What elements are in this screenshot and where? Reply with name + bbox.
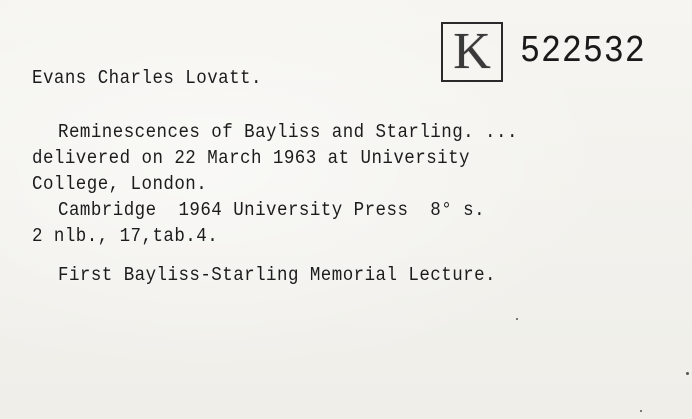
catalog-number: 522532 <box>520 30 646 73</box>
author-heading: Evans Charles Lovatt. <box>32 67 262 89</box>
series-note: First Bayliss-Starling Memorial Lecture. <box>58 264 496 286</box>
stamp-letter: K <box>453 23 491 80</box>
imprint-line-1: Cambridge 1964 University Press 8° s. <box>58 199 486 221</box>
paper-speck <box>640 410 642 412</box>
paper-speck <box>686 372 689 375</box>
paper-speck <box>516 318 518 320</box>
imprint-line-2: 2 nlb., 17,tab.4. <box>32 225 219 247</box>
title-line-2: delivered on 22 March 1963 at University <box>32 147 470 169</box>
title-line-3: College, London. <box>32 173 208 195</box>
title-line-1: Reminescences of Bayliss and Starling. ... <box>58 121 518 143</box>
library-stamp <box>441 22 503 82</box>
